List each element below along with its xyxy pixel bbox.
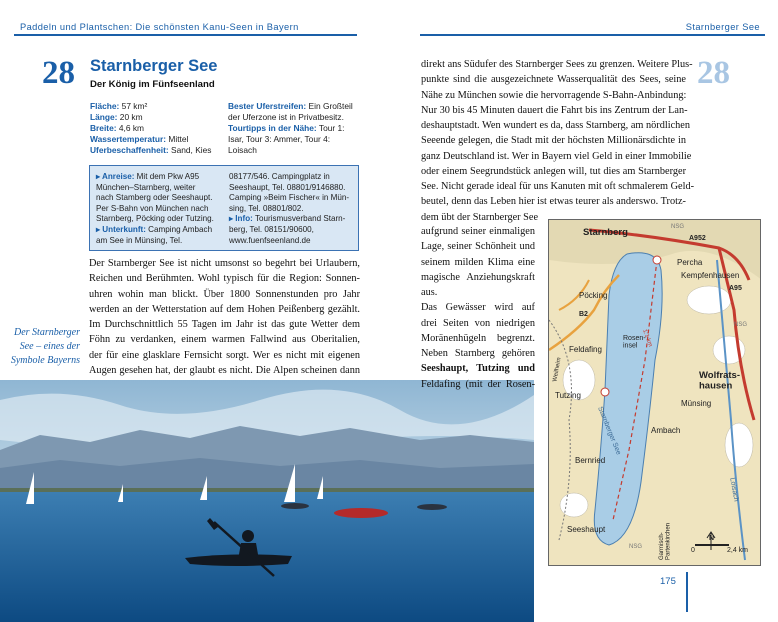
- tour-number-right: 28: [697, 55, 730, 91]
- left-header-rule: [14, 34, 357, 36]
- left-body-text: Der Starnberger See ist nicht umsonst so begehrt bei Urlaubern, Reichen und Berühmten. Wohl typisch für die Region: Sonnen- uhren wohin man blickt. Über 1800 Sonnenstunden pro Jahr werden an der Wetterstation auf dem Hohen Peißenberg gezählt. Im Durchschnittlich 55 Tagen im Jahr ist das gute Wetter dem Föhn zu verdanken, einem warmen Fallwind aus Oberitalien, der für eine glasklare Fernsicht sorgt. Wer es nicht mit eigenen Augen gesehen hat, der glaubt es nicht. Die Alpen scheinen dann: [89, 258, 360, 376]
- fact-row: Loisach: [228, 145, 257, 156]
- map-label-weilheim: Weilheim: [552, 357, 563, 383]
- fact-row: Bester Uferstreifen: Ein Großteil: [228, 101, 353, 111]
- map-scale-label: 2,4 km: [727, 547, 749, 554]
- fact-row: Länge: 20 km: [90, 112, 143, 123]
- map-label-starnberg: Starnberg: [583, 227, 628, 238]
- map-svg: [549, 220, 761, 566]
- map-label-nsg3: NSG: [629, 544, 643, 550]
- right-running-header: Starnberger See: [685, 22, 760, 32]
- map-label-river: Loisach: [728, 477, 740, 503]
- map-label-roseninsel: Rosen-insel: [623, 335, 646, 350]
- fact-row: Fläche: 57 km²: [90, 101, 148, 111]
- map-label-a952: A952: [689, 235, 706, 242]
- map-label-tutzing: Tutzing: [555, 391, 581, 400]
- map-label-nsg1: NSG: [671, 224, 685, 230]
- page-subtitle: Der König im Fünfseenland: [90, 79, 215, 90]
- fact-row: Wassertemperatur: Mittel: [90, 134, 189, 145]
- info-box-left: ▸ Anreise: Mit dem Pkw A95 München–Starnberg, weiter nach Stamberg oder Seeshaupt. Per S-Bahn von München nach Starnberg, Pöcking oder Tutzing. ▸ Unterkunft: Camping Ambach am See in Münsing, Tel.: [96, 172, 214, 245]
- right-header-rule: [420, 34, 765, 36]
- right-body-text: direkt ans Südufer des Starnberger Sees zu grenzen. Weitere Plus- punkte sind die ausgezeichnete Wasserqualität des Sees, seine Nähe zu München sowie die hervorragende S-Bahn-Anbindung: Nur 30 bis 45 Minuten dauert die Fahrt bis ins Zentrum der Lan- deshauptstadt. Wen wundert es da, dass Starnberg, am nördlichen Seeende gelegen, die Stadt mit der höchsten Millionärsdichte in ganz Deutschland ist. Wer in Bayern viel Geld in einer Immobilie oder einem Seegrundstück anlegen will, tut dies am Starnberger See. Nicht gerade ideal für uns Kanuten mit oft schmalerem Geld- beutel, denn das Leben hier ist etwas teurer als anderswo. Trotz- dem übt der Starnberger See: [421, 59, 695, 223]
- facts-right: [228, 101, 363, 156]
- map-label-seeshaupt: Seeshaupt: [567, 525, 606, 534]
- map-label-b2: B2: [579, 311, 588, 318]
- info-box: [89, 165, 359, 251]
- fact-row: der Uferzone ist in Privatbesitz.: [228, 112, 344, 123]
- map-label-ambach: Ambach: [651, 426, 681, 435]
- page-number: 175: [660, 576, 676, 587]
- fact-row: Uferbeschaffenheit: Sand, Kies: [90, 145, 212, 156]
- map-label-nsg2: NSG: [734, 322, 748, 328]
- info-box-right: 08177/546. Campingplatz in Seeshaupt, Tel. 08801/9146880. Camping »Beim Fischer« in Mün- sing, Tel. 08801/802. ▸ Info: Tourismusverband Starn- berg, Tel. 08151/90600, www.fuenfseenland.de: [229, 172, 357, 246]
- map-label-kempfenhausen: Kempfenhausen: [681, 271, 740, 280]
- map-label-wolfratshausen: Wolfrats-hausen: [699, 370, 740, 392]
- fact-row: Breite: 4,6 km: [90, 123, 144, 134]
- map-label-bernried: Bernried: [575, 456, 606, 465]
- fact-row: Tourtipps in der Nähe: Tour 1:: [228, 123, 345, 134]
- left-running-header: Paddeln und Plantschen: Die schönsten Kanu-Seen in Bayern: [20, 22, 299, 32]
- page-title: Starnberger See: [90, 57, 218, 75]
- map-label-lake: Starnberger See: [596, 405, 622, 456]
- map-label-percha: Percha: [677, 258, 703, 267]
- right-body-narrow: aufgrund seiner einmaligen Lage, seiner Schönheit und seinem milden Klima eine magische Anziehungskraft aus. Das Gewässer wird auf drei Seiten von niedrigen Moränenhügeln begrenzt. Neben Starnberg gehören Seeshaupt, Tutzing und Feldafing (mit der Rosen-: [421, 226, 535, 390]
- map-label-feldafing: Feldafing: [569, 345, 602, 354]
- lake-photo: [0, 380, 534, 622]
- fact-row: Isar, Tour 3: Ammer, Tour 4:: [228, 134, 331, 145]
- sidebar-caption: Der Starnberger See – eines der Symbole Bayerns: [10, 327, 80, 366]
- kayak-photo-illustration: [0, 380, 534, 622]
- map-north-label: N: [709, 535, 715, 542]
- map-label-poecking: Pöcking: [579, 291, 608, 300]
- map-label-route: 1:1 km: [641, 328, 653, 348]
- tour-number: 28: [42, 55, 75, 91]
- map-scale-zero: 0: [691, 547, 695, 554]
- lake-map: [548, 219, 761, 566]
- map-label-muensing: Münsing: [681, 399, 712, 408]
- facts-left: [90, 101, 222, 156]
- map-scale-bar: [695, 544, 729, 546]
- info-link[interactable]: www.fuenfseenland.de: [229, 235, 311, 245]
- map-label-a95: A95: [729, 285, 742, 292]
- page-number-rule: [686, 572, 688, 612]
- map-label-garmisch: Garmisch-Partenkirchen: [659, 522, 672, 560]
